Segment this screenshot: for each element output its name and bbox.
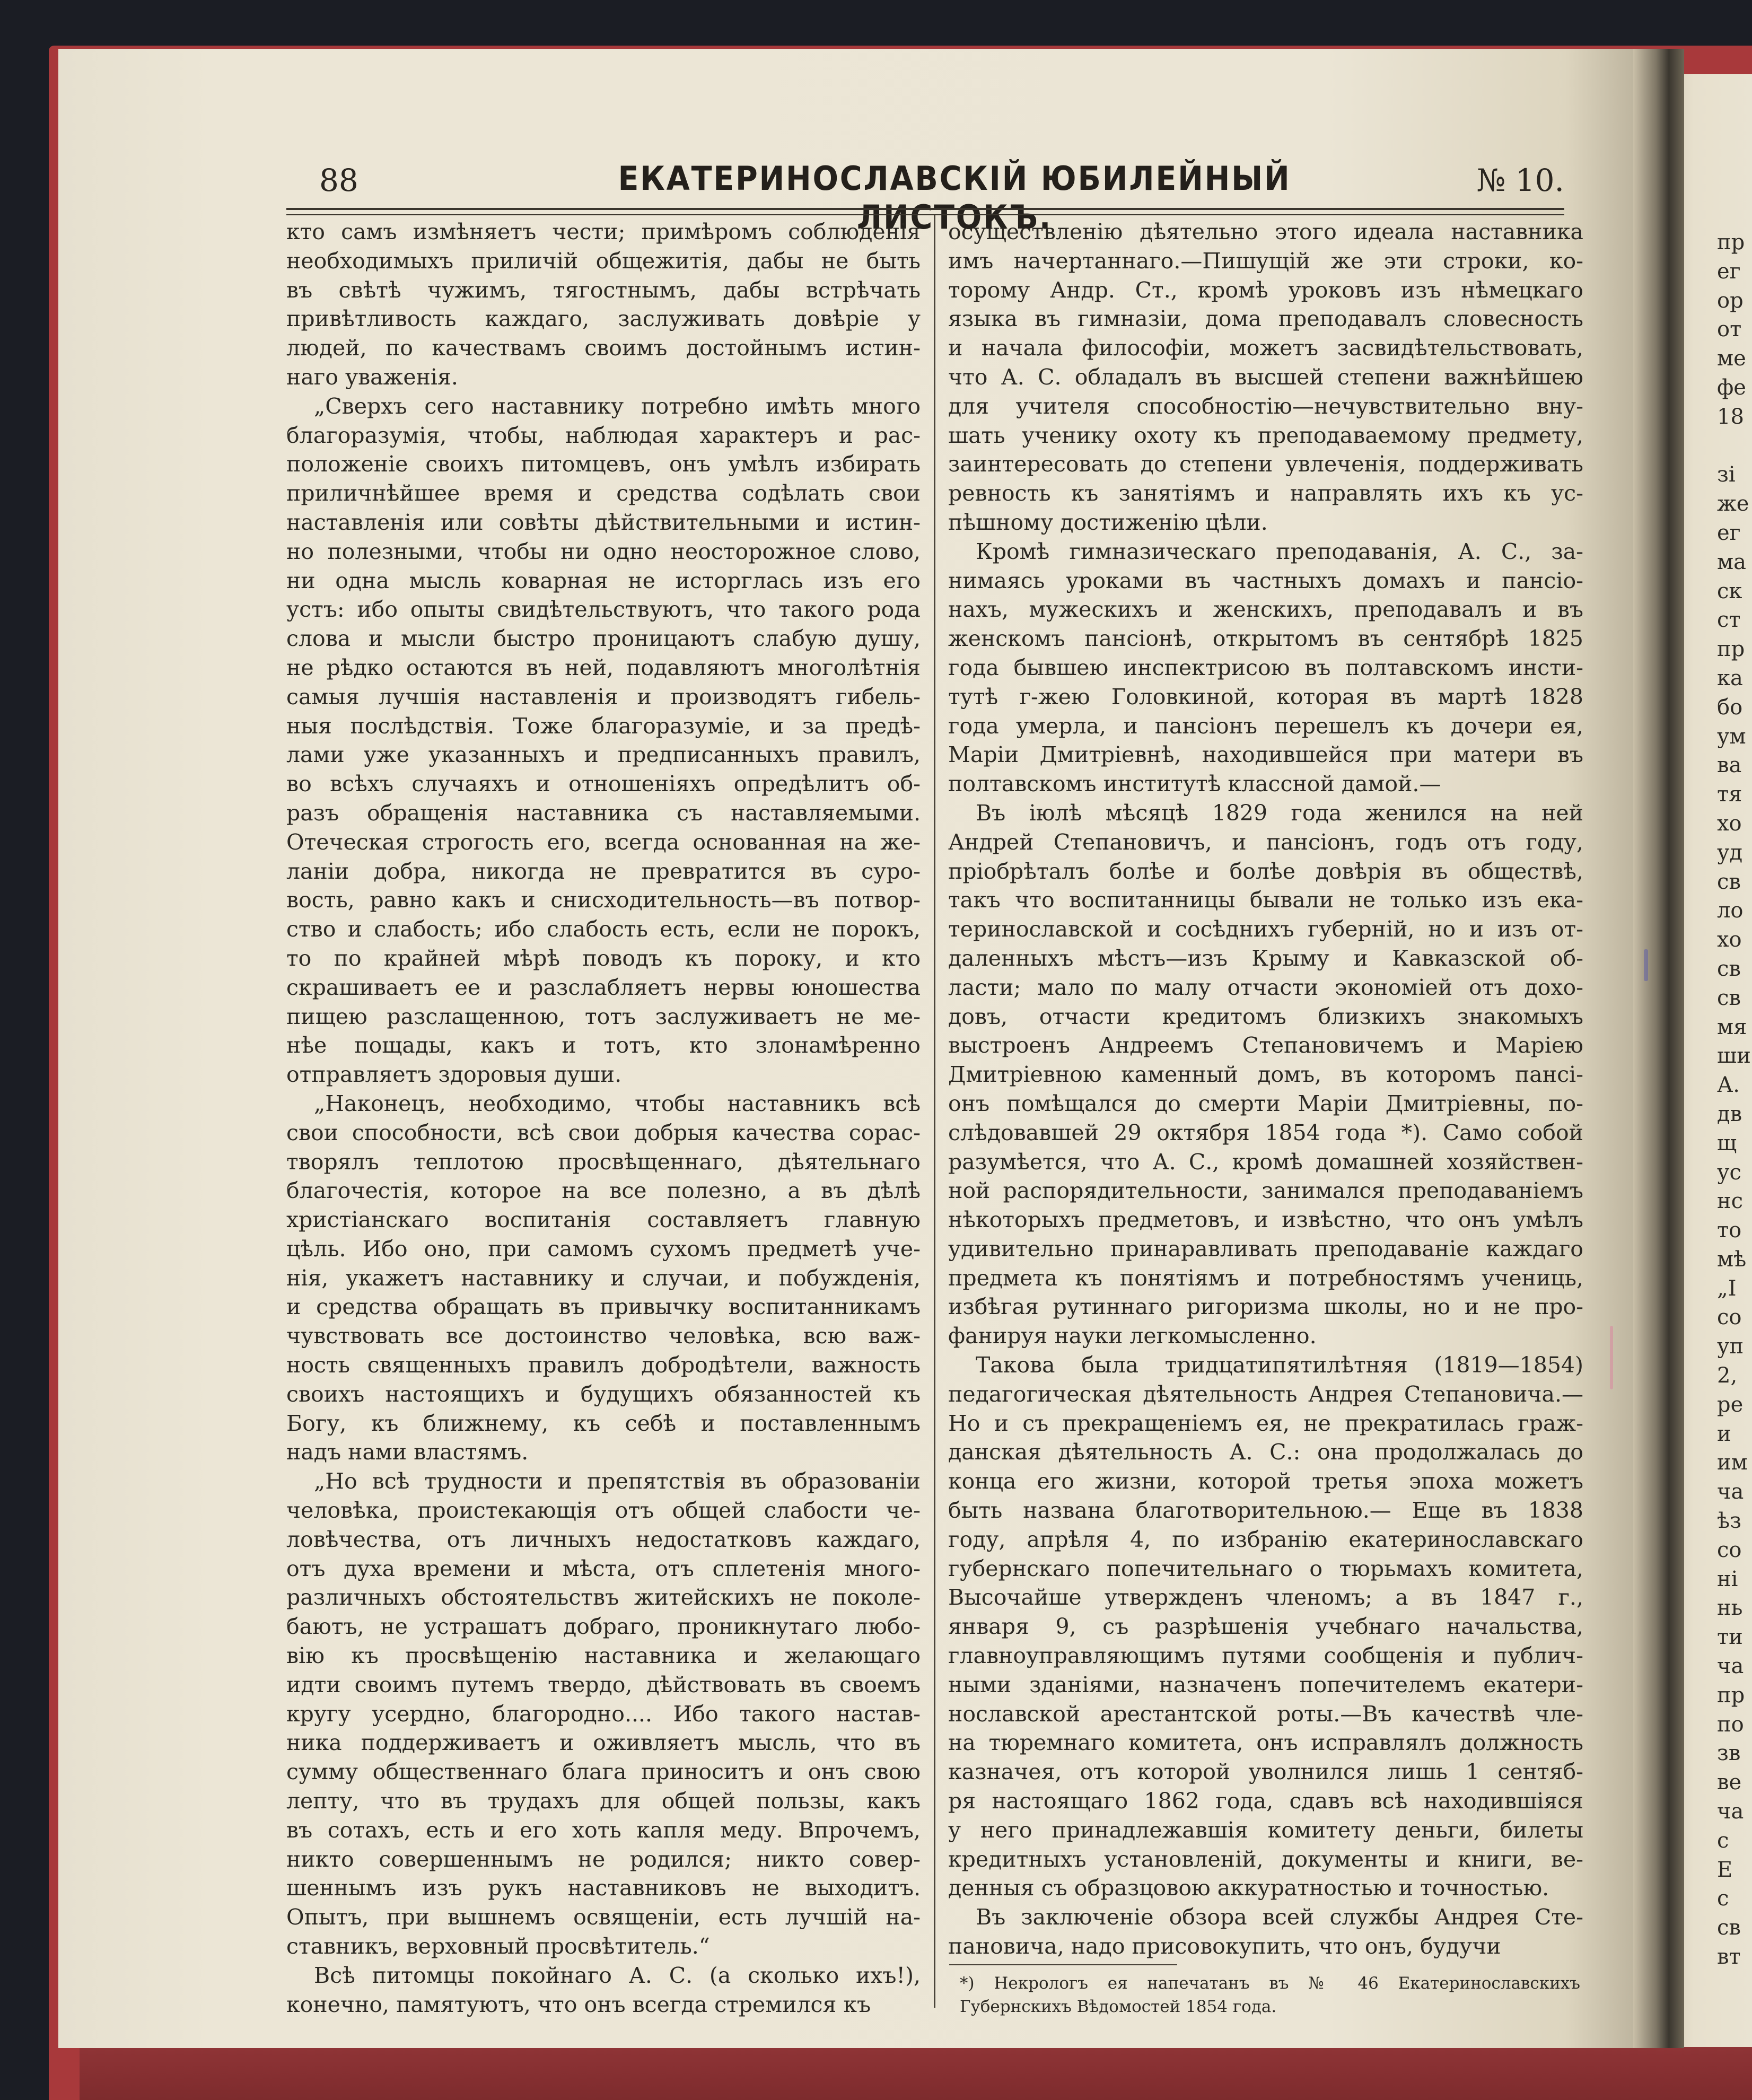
text-line: Всѣ питомцы покойнаго А. С. (а сколько ихъ!), [314,1962,921,1988]
text-line: вость, равно какъ и снисходительность—въ потвор- [286,887,921,913]
text-line: Богу, къ ближнему, къ себѣ и поставленнымъ [286,1410,921,1436]
adjacent-page-fragment: хо [1717,928,1742,952]
text-line: конечно, памятуютъ, что онъ всегда стремился къ [286,1991,871,2017]
text-line: устъ: ибо опыты свидѣтельствуютъ, что такого рода [286,597,921,623]
book-gutter [1633,49,1684,2048]
adjacent-page-fragment: 2, [1717,1363,1738,1388]
adjacent-page-fragment: ор [1717,288,1744,313]
adjacent-page-fragment: ма [1717,549,1746,574]
adjacent-page-fragment: тя [1717,782,1742,807]
text-line: ника поддерживаетъ и оживляетъ мысль, что въ [286,1730,921,1756]
text-line: главноуправляющимъ путями сообщенія и публич- [948,1643,1583,1669]
page-number: 88 [319,162,358,198]
right-text-column [948,217,1583,1961]
text-line: различныхъ обстоятельствъ житейскихъ не поколе- [286,1585,921,1611]
footnote-line: *) Некрологъ ея напечатанъ въ № 46 Екатеринославскихъ [960,1974,1580,1993]
text-line: быть названа благотворительною.— Еще въ 1838 [948,1498,1583,1524]
text-line: слѣдовавшей 29 октября 1854 года *). Само собой [948,1119,1583,1145]
text-line: ныя послѣдствія. Тоже благоразуміе, и за предѣ- [286,713,921,739]
adjacent-page-fragment: св [1717,869,1741,894]
text-line: и начала философіи, можетъ засвидѣтельствовать, [948,335,1583,361]
adjacent-page-fragment: 18 [1717,404,1744,429]
text-line: онъ помѣщался до смерти Маріи Дмитріевны, по- [948,1090,1583,1116]
text-line: года умерла, и пансіонъ перешелъ къ дочери ея, [948,713,1583,739]
text-line: Высочайше утвержденъ членомъ; а въ 1847 г., [948,1585,1583,1611]
text-line: шать ученику охоту къ преподаваемому предмету, [948,422,1583,448]
adjacent-page-fragment: Е [1717,1857,1733,1882]
text-line: нѣе пощады, какъ и тотъ, кто злонамѣренно [286,1032,921,1058]
adjacent-page-fragment: ти [1717,1625,1743,1650]
text-line: христіанскаго воспитанія составляетъ главную [286,1207,921,1233]
text-line: необходимыхъ приличій общежитія, дабы не быть [286,248,921,274]
adjacent-page-fragment: же [1717,492,1749,517]
text-line: въ свѣтѣ чужимъ, тягостнымъ, дабы встрѣчать [286,277,921,303]
text-line: довъ, отчасти кредитомъ близкихъ знакомыхъ [948,1003,1583,1029]
adjacent-page-fragment: мѣ [1717,1247,1747,1272]
adjacent-page-fragment: по [1717,1712,1744,1737]
adjacent-page-fragment: зв [1717,1741,1741,1766]
text-line: отправляетъ здоровыя души. [286,1062,622,1088]
text-line: ловѣчества, отъ личныхъ недостатковъ каждаго, [286,1526,921,1552]
issue-number: № 10. [1476,162,1564,198]
text-line: пановича, надо присовокупить, что онъ, будучи [948,1933,1501,1959]
adjacent-page-fragment: ст [1717,608,1741,633]
adjacent-page-fragment: ве [1717,1770,1742,1795]
adjacent-page-fragment: А. [1717,1073,1740,1098]
text-line: году, апрѣля 4, по избранію екатеринославскаго [948,1526,1583,1552]
journal-title: ЕКАТЕРИНОСЛАВСКІЙ ЮБИЛЕЙНЫЙ ЛИСТОКЪ. [618,159,1291,237]
text-line: разумѣется, что А. С., кромѣ домашней хозяйствен- [948,1149,1583,1175]
text-line: заинтересовать до степени увлеченія, поддерживать [948,451,1583,477]
pink-ink-mark [1610,1326,1613,1389]
text-line: ни одна мысль коварная не исторглась изъ его [286,567,921,593]
text-line: нія, укажетъ наставнику и случаи, и побужденія, [286,1265,921,1291]
text-line: шеннымъ изъ рукъ наставниковъ не выходитъ. [286,1875,921,1901]
adjacent-page-fragment: мя [1717,1014,1747,1039]
text-line: во всѣхъ случаяхъ и отношеніяхъ опредѣлитъ об- [286,771,921,797]
text-line: тутѣ г-жею Головкиной, которая въ мартѣ 1828 [948,684,1583,710]
adjacent-page-fragment: ѣз [1717,1509,1741,1534]
text-line: скрашиваетъ ее и разслабляетъ нервы юношества [286,974,921,1000]
text-line: „Наконецъ, необходимо, чтобы наставникъ всѣ [314,1090,921,1116]
text-line: сумму общественнаго блага приноситъ и онъ свою [286,1759,921,1785]
text-line: теринославской и сосѣднихъ губерній, но и изъ от- [948,916,1583,942]
text-line: губернскаго попечительнаго о тюрьмахъ комитета, [948,1555,1583,1581]
text-line: кто самъ измѣняетъ чести; примѣромъ соблюденія [286,219,921,244]
text-line: Такова была тридцатипятилѣтняя (1819—1854) [976,1352,1583,1378]
text-line: фанируя науки легкомысленно. [948,1323,1317,1349]
text-line: ной распорядительности, занимался преподаваніемъ [948,1178,1583,1204]
text-line: Но и съ прекращеніемъ ея, не прекратилась граж- [948,1410,1583,1436]
footnote-rule [949,1964,1177,1965]
text-line: своихъ настоящихъ и будущихъ обязанностей къ [286,1381,921,1407]
adjacent-page-fragment: уп [1717,1334,1744,1359]
text-line: людей, по качествамъ своимъ достойнымъ истин- [286,335,921,361]
text-line: ставникъ, верховный просвѣтитель.“ [286,1933,710,1959]
adjacent-page-fragment: с [1717,1886,1729,1911]
text-line: Отеческая строгость его, всегда основанная на же- [286,829,921,855]
adjacent-page-fragment: вт [1717,1945,1741,1970]
text-line: привѣтливость каждаго, заслуживать довѣріе у [286,306,921,332]
adjacent-page-fragment: то [1717,1218,1742,1243]
text-line: но полезными, чтобы ни одно неосторожное слово, [286,538,921,564]
text-line: ря настоящаго 1862 года, сдавъ всѣ находившіяся [948,1788,1583,1814]
adjacent-page-fragment: ні [1717,1567,1738,1591]
text-line: кругу усердно, благородно.... Ибо такого настав- [286,1701,921,1727]
adjacent-page-fragment: „І [1717,1276,1737,1301]
text-line: осуществленію дѣятельно этого идеала наставника [948,219,1583,244]
text-line: идти своимъ путемъ твердо, дѣйствовать въ своемъ [286,1672,921,1698]
text-line: что А. С. обладалъ въ высшей степени важнѣйшею [948,364,1583,390]
text-line: приличнѣйшее время и средства содѣлать свои [286,480,921,506]
adjacent-page-fragment: нь [1717,1596,1743,1621]
blue-ink-mark [1644,949,1648,981]
adjacent-page-fragment: щ [1717,1131,1737,1156]
text-line: Въ іюлѣ мѣсяцѣ 1829 года женился на ней [976,800,1583,826]
text-line: въ сотахъ, есть и его хоть капля меду. Впрочемъ, [286,1817,921,1843]
text-line: лами уже указанныхъ и предписанныхъ правилъ, [286,742,921,768]
text-line: самыя лучшія наставленія и производятъ гибель- [286,684,921,710]
text-line: года бывшею инспектрисою въ полтавскомъ инсти- [948,654,1583,680]
adjacent-page-fragment: ва [1717,753,1742,778]
text-line: предмета къ понятіямъ и потребностямъ учениць, [948,1265,1583,1291]
column-divider [934,215,935,2008]
adjacent-page-fragment: нс [1717,1189,1744,1214]
adjacent-page-fragment: дв [1717,1101,1742,1126]
adjacent-page-fragment: уд [1717,840,1743,865]
adjacent-page-fragment: от [1717,317,1742,342]
text-line: на тюремнаго комитета, онъ исправлялъ должность [948,1730,1583,1756]
text-line: наго уваженія. [286,364,458,390]
adjacent-page-fragment: с [1717,1828,1729,1853]
text-line: творялъ теплотою просвѣщеннаго, дѣятельнаго [286,1149,921,1175]
adjacent-page-fragment: и [1717,1421,1731,1446]
text-line: женскомъ пансіонѣ, открытомъ въ сентябрѣ 1825 [948,626,1583,652]
text-line: ревность къ занятіямъ и направлять ихъ къ ус- [948,480,1583,506]
adjacent-page-fragment: фе [1717,375,1746,400]
adjacent-page-fragment: хо [1717,811,1742,836]
adjacent-page-fragment: пр [1717,230,1745,255]
text-line: педагогическая дѣятельность Андрея Степановича.— [948,1381,1583,1407]
text-line: Дмитріевною каменный домъ, въ которомъ пансі- [948,1062,1583,1088]
text-line: даленныхъ мѣстъ—изъ Крыму и Кавказской об- [948,945,1583,971]
text-line: нѣкоторыхъ предметовъ, и извѣстно, что онъ умѣлъ [948,1207,1583,1233]
text-line: разъ обращенія наставника съ наставляемыми. [286,800,921,826]
adjacent-page-fragment: пр [1717,637,1745,662]
adjacent-page-fragment: со [1717,1305,1742,1330]
adjacent-page-fragment: ча [1717,1654,1744,1679]
text-line: Въ заключеніе обзора всей службы Андрея Сте- [976,1904,1583,1930]
text-line: конца его жизни, которой третья эпоха можетъ [948,1468,1583,1494]
adjacent-page-fragment: бо [1717,695,1743,720]
text-line: надъ нами властямъ. [286,1439,529,1465]
adjacent-page-text-fragments [1717,228,1752,1972]
text-line: ласти; мало по малу отчасти экономіей отъ дохо- [948,974,1583,1000]
footnote-line: Губернскихъ Вѣдомостей 1854 года. [960,1997,1277,2016]
text-line: Андрей Степановичъ, и пансіонъ, годъ отъ году, [948,829,1583,855]
adjacent-page-fragment: ча [1717,1480,1744,1504]
text-line: удивительно принаравливать преподаваніе каждаго [948,1236,1583,1262]
text-line: „Но всѣ трудности и препятствія въ образованіи [314,1468,921,1494]
adjacent-page-fragment: ло [1717,898,1744,923]
header-rule-thin [286,214,1564,215]
text-line: нахъ, мужескихъ и женскихъ, преподавалъ и въ [948,597,1583,623]
text-line: языка въ гимназіи, дома преподавалъ словесность [948,306,1583,332]
text-line: полтавскомъ институтѣ классной дамой.— [948,771,1441,797]
adjacent-page-fragment: им [1717,1450,1748,1475]
adjacent-page-fragment: пр [1717,1683,1745,1708]
text-line: вію къ просвѣщенію наставника и желающаго [286,1643,921,1669]
text-line: ность священныхъ правилъ добродѣтели, важность [286,1352,921,1378]
text-line: наставленія или совѣты дѣйствительными и истин- [286,509,921,535]
adjacent-page-fragment: зі [1717,462,1736,487]
adjacent-page-fragment: ум [1717,724,1746,749]
text-line: кредитныхъ установленій, документы и книги, ве- [948,1846,1583,1872]
text-line: января 9, съ разрѣшенія учебнаго начальства, [948,1614,1583,1640]
left-text-column [286,217,921,2019]
adjacent-page-fragment: ег [1717,520,1741,545]
adjacent-page-fragment: св [1717,1915,1741,1940]
text-line: казначея, отъ которой уволнился лишь 1 сентяб- [948,1759,1583,1785]
adjacent-page-fragment: ус [1717,1160,1741,1185]
text-line: Опытъ, при вышнемъ освященіи, есть лучшій на- [286,1904,921,1930]
text-line: пищею разслащенною, тотъ заслуживаетъ не ме- [286,1003,921,1029]
adjacent-page-fragment: ре [1717,1392,1744,1417]
text-line: свои способности, всѣ свои добрыя качества сорас- [286,1119,921,1145]
text-line: человѣка, проистекающія отъ общей слабости че- [286,1498,921,1524]
adjacent-page-fragment: ка [1717,666,1743,690]
text-line: избѣгая рутиннаго ригоризма школы, но и не про- [948,1294,1583,1320]
footnote [960,1972,1580,2018]
text-line: выстроенъ Андреемъ Степановичемъ и Маріею [948,1032,1583,1058]
text-line: и средства обращать въ привычку воспитанникамъ [286,1294,921,1320]
text-line: Маріи Дмитріевнѣ, находившейся при матери въ [948,742,1583,768]
text-line: денныя съ образцовою аккуратностью и точностью. [948,1875,1549,1901]
adjacent-page-fragment: ши [1717,1044,1751,1069]
text-line: баютъ, не устрашатъ добраго, проникнутаго любо- [286,1614,921,1640]
adjacent-page-fragment: ме [1717,346,1746,371]
text-line: ланіи добра, никогда не превратится въ суро- [286,858,921,884]
cover-bottom-edge [80,2047,1752,2100]
text-line: Кромѣ гимназическаго преподаванія, А. С., за- [976,538,1583,564]
text-line: пріобрѣталъ болѣе и болѣе довѣрія въ обществѣ, [948,858,1583,884]
text-line: ство и слабость; ибо слабость есть, если не порокъ, [286,916,921,942]
text-line: не рѣдко остаются въ ней, подавляютъ многолѣтнія [286,654,921,680]
text-line: пѣшному достиженію цѣли. [948,509,1268,535]
text-line: отъ духа времени и мѣста, отъ сплетенія много- [286,1555,921,1581]
adjacent-page-fragment: ск [1717,579,1742,603]
text-line: никто совершеннымъ не родился; никто совер- [286,1846,921,1872]
text-line: цѣль. Ибо оно, при самомъ сухомъ предметѣ уче- [286,1236,921,1262]
text-line: нославской арестантской роты.—Въ качествѣ чле- [948,1701,1583,1727]
text-line: торому Андр. Ст., кромѣ уроковъ изъ нѣмецкаго [948,277,1583,303]
text-line: слова и мысли быстро проницаютъ слабую душу, [286,626,921,652]
text-line: такъ что воспитанницы бывали не только изъ ека- [948,887,1583,913]
text-line: данская дѣятельность А. С.: она продолжалась до [948,1439,1583,1465]
text-line: то по крайней мѣрѣ поводъ къ пороку, и кто [286,945,921,971]
text-line: благоразумія, чтобы, наблюдая характеръ и рас- [286,422,921,448]
adjacent-page-fragment [1717,432,1752,461]
text-line: лепту, что въ трудахъ для общей пользы, какъ [286,1788,921,1814]
header-rule-thick [286,208,1564,210]
text-line: имъ начертаннаго.—Пишущій же эти строки, ко- [948,248,1583,274]
adjacent-page-fragment: ча [1717,1799,1744,1824]
text-line: для учителя способностію—нечувствительно вну- [948,393,1583,419]
adjacent-page-fragment: св [1717,985,1741,1010]
text-line: положеніе своихъ питомцевъ, онъ умѣлъ избирать [286,451,921,477]
text-line: у него принадлежавшія комитету деньги, билеты [948,1817,1583,1843]
adjacent-page-fragment: св [1717,956,1741,981]
text-line: благочестія, которое на все полезно, а въ дѣлѣ [286,1178,921,1204]
text-line: чувствовать все достоинство человѣка, всю важ- [286,1323,921,1349]
text-line: ными зданіями, назначенъ попечителемъ екатери- [948,1672,1583,1698]
adjacent-page-fragment: со [1717,1537,1742,1562]
adjacent-page-fragment: ег [1717,259,1741,284]
text-line: нимаясь уроками въ частныхъ домахъ и пансіо- [948,567,1583,593]
text-line: „Сверхъ сего наставнику потребно имѣть много [314,393,921,419]
